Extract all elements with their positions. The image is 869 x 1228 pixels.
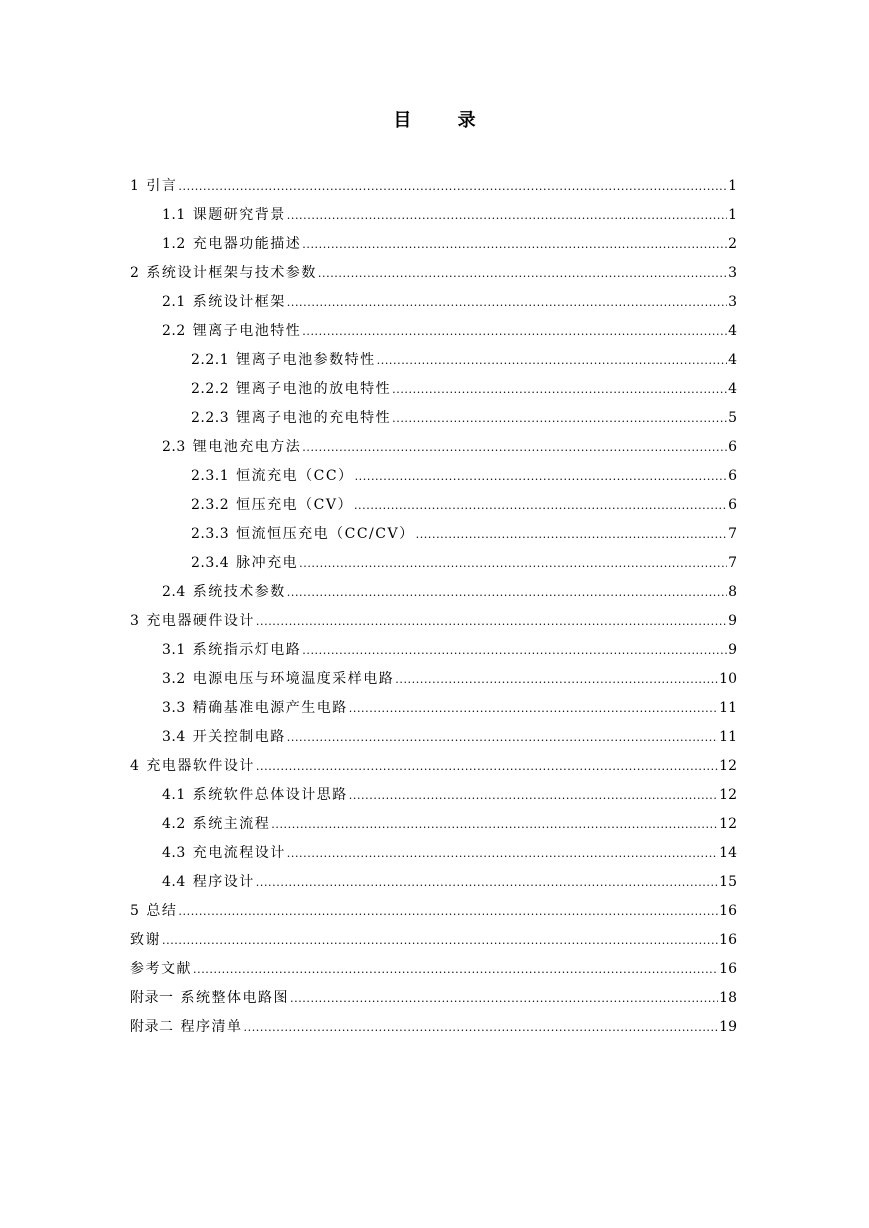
toc-entry-page: 11 [719,729,737,745]
toc-entry-label: 充电流程设计 [192,845,286,861]
toc-entry[interactable] [130,549,737,578]
toc-entry-page: 14 [719,845,737,861]
dot-leader [287,578,727,607]
toc-entry-label: 引言 [146,178,178,194]
toc-entry-label: 程序清单 [180,1019,243,1035]
toc-entry-label: 充电器软件设计 [146,758,255,774]
toc-entry[interactable] [130,172,737,201]
toc-entry-number: 4.3 [162,845,186,861]
toc-entry-number: 3.1 [162,642,186,658]
toc-entry-number: 3.4 [162,729,186,745]
toc-entry-page: 1 [728,207,737,223]
toc-entry-label: 精确基准电源产生电路 [192,700,348,716]
toc-entry-label: 锂离子电池的充电特性 [236,410,392,426]
toc-entry[interactable] [130,926,737,955]
toc-entry-page: 7 [728,526,737,542]
toc-entry-number: 2.3.3 [191,526,230,542]
toc-entry-label: 充电器功能描述 [192,236,302,252]
toc-entry-number: 2.2 [162,323,186,339]
toc-entry-label: 开关控制电路 [192,729,286,745]
toc-entry-page: 9 [728,642,737,658]
toc-entry-label: 锂离子电池的放电特性 [236,381,392,397]
dot-leader [178,897,718,926]
dot-leader [349,694,718,723]
toc-entry-page: 8 [728,584,737,600]
toc-entry-page: 15 [719,874,737,890]
toc-entry[interactable] [130,607,737,636]
dot-leader [256,607,727,636]
toc-entry-page: 10 [719,671,737,687]
toc-entry-label: 程序设计 [192,874,255,890]
toc-entry-page: 19 [719,1019,737,1035]
toc-entry[interactable] [130,868,737,897]
toc-entry-number: 2.2.2 [191,381,230,397]
dot-leader [256,868,718,897]
toc-entry-number: 1 [130,178,140,194]
toc-entry-number: 3.3 [162,700,186,716]
dot-leader [299,549,727,578]
toc-entry[interactable] [130,230,737,259]
toc-entry-number: 附录二 [130,1019,174,1035]
toc-entry-number: 4.4 [162,874,186,890]
toc-entry[interactable] [130,665,737,694]
toc-entry-page: 4 [728,352,737,368]
toc-entry[interactable] [130,810,737,839]
toc-entry-label: 系统技术参数 [192,584,286,600]
dot-leader [302,230,727,259]
toc-entry-page: 6 [728,497,737,513]
toc-entry-page: 12 [719,787,737,803]
toc-entry-page: 5 [728,410,737,426]
toc-entry-number: 2.3 [162,439,186,455]
toc-entry-page: 16 [719,961,737,977]
toc-entry-label: 系统主流程 [192,816,271,832]
toc-entry-label: 系统指示灯电路 [192,642,302,658]
toc-entry[interactable] [130,578,737,607]
toc-entry[interactable] [130,346,737,375]
toc-entry[interactable] [130,1013,737,1042]
toc-entry-number: 3.2 [162,671,186,687]
toc-entry-label: 锂电池充电方法 [192,439,302,455]
toc-entry-label: 系统设计框架 [192,294,286,310]
toc-entry-number: 2.2.3 [191,410,230,426]
toc-entry[interactable] [130,520,737,549]
toc-entry-label: 锂离子电池参数特性 [236,352,376,368]
toc-entry-page: 9 [728,613,737,629]
toc-entry-page: 16 [719,932,737,948]
dot-leader [162,926,718,955]
dot-leader [354,491,727,520]
toc-entry-number: 4.2 [162,816,186,832]
dot-leader [349,781,718,810]
page-title: 目 录 [393,110,496,131]
toc-entry-label: 系统软件总体设计思路 [192,787,348,803]
toc-entry-number: 3 [130,613,140,629]
toc-entry-page: 6 [728,468,737,484]
toc-entry[interactable] [130,752,737,781]
toc-entry-page: 16 [719,903,737,919]
dot-leader [193,955,718,984]
toc-entry-number: 2.3.1 [191,468,230,484]
toc-entry-page: 1 [728,178,737,194]
dot-leader [302,636,727,665]
toc-entry[interactable] [130,404,737,433]
toc-entry-page: 18 [719,990,737,1006]
dot-leader [244,1013,719,1042]
toc-entry-label: 参考文献 [130,961,192,977]
toc-entry-number: 5 [130,903,140,919]
dot-leader [178,172,727,201]
toc-entry-number: 2.2.1 [191,352,230,368]
dot-leader [416,520,727,549]
dot-leader [302,433,727,462]
toc-entry[interactable] [130,317,737,346]
toc-entry-page: 12 [719,816,737,832]
toc-entry-number: 2.4 [162,584,186,600]
dot-leader [271,810,718,839]
dot-leader [302,317,727,346]
toc-entry-label: 总结 [146,903,178,919]
toc-entry[interactable] [130,201,737,230]
table-of-contents [130,172,737,1042]
toc-entry[interactable] [130,955,737,984]
toc-entry[interactable] [130,781,737,810]
toc-entry[interactable] [130,694,737,723]
toc-entry-number: 2.3.4 [191,555,230,571]
toc-entry-label: 课题研究背景 [192,207,286,223]
toc-entry-page: 4 [728,323,737,339]
toc-entry-page: 12 [719,758,737,774]
toc-entry-label: 锂离子电池特性 [192,323,302,339]
toc-entry-page: 11 [719,700,737,716]
toc-entry-page: 6 [728,439,737,455]
toc-entry-number: 2.1 [162,294,186,310]
toc-entry-number: 4.1 [162,787,186,803]
toc-entry[interactable] [130,839,737,868]
toc-entry[interactable] [130,259,737,288]
toc-entry[interactable] [130,288,737,317]
toc-entry-number: 1.1 [162,207,186,223]
toc-entry-number: 4 [130,758,140,774]
dot-leader [395,665,718,694]
toc-entry-label: 系统整体电路图 [180,990,289,1006]
dot-leader [377,346,727,375]
toc-entry-label: 恒流恒压充电（CC/CV） [236,526,415,542]
dot-leader [392,375,727,404]
toc-entry-page: 3 [728,294,737,310]
toc-entry-number: 2.3.2 [191,497,230,513]
toc-entry-page: 7 [728,555,737,571]
toc-entry-number: 附录一 [130,990,174,1006]
dot-leader [256,752,718,781]
toc-entry[interactable] [130,984,737,1013]
toc-entry[interactable] [130,433,737,462]
toc-entry-label: 致谢 [130,932,161,948]
toc-entry-page: 3 [728,265,737,281]
toc-entry-label: 电源电压与环境温度采样电路 [192,671,395,687]
dot-leader [392,404,727,433]
toc-entry-number: 2 [130,265,140,281]
toc-entry-page: 4 [728,381,737,397]
dot-leader [290,984,718,1013]
dot-leader [318,259,727,288]
toc-entry-label: 充电器硬件设计 [146,613,255,629]
toc-entry[interactable] [130,491,737,520]
toc-entry-number: 1.2 [162,236,186,252]
toc-entry-page: 2 [728,236,737,252]
dot-leader [287,723,718,752]
toc-entry[interactable] [130,897,737,926]
dot-leader [355,462,728,491]
toc-entry-label: 脉冲充电 [236,555,299,571]
dot-leader [287,288,727,317]
toc-entry[interactable] [130,636,737,665]
dot-leader [287,839,718,868]
toc-entry[interactable] [130,462,737,491]
toc-entry-label: 恒压充电（CV） [236,497,353,513]
dot-leader [287,201,727,230]
toc-entry-label: 恒流充电（CC） [236,468,354,484]
toc-entry-label: 系统设计框架与技术参数 [146,265,317,281]
toc-entry[interactable] [130,723,737,752]
toc-entry[interactable] [130,375,737,404]
